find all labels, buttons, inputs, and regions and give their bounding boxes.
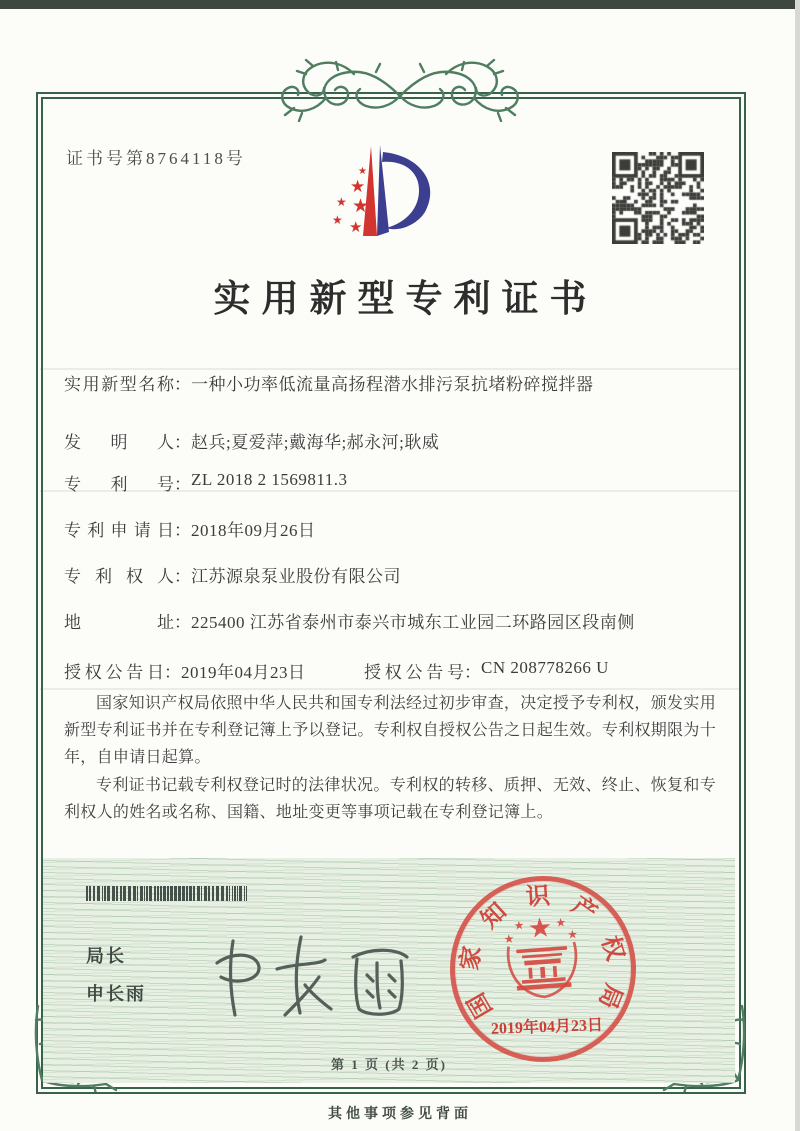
- seal-date: 2019年04月23日: [490, 1016, 604, 1038]
- certificate-number: 证书号第8764118号: [66, 149, 246, 168]
- qr-code: [612, 152, 704, 244]
- field-value: 2018年09月26日: [191, 521, 316, 540]
- svg-text:★: ★: [358, 166, 367, 177]
- field-label: 授权公告日: [64, 663, 164, 682]
- certificate-title: 实用新型专利证书: [213, 279, 598, 320]
- field-colon: ：: [174, 567, 191, 586]
- field-value: 江苏源泉泵业股份有限公司: [191, 567, 401, 586]
- legal-paragraph-1: 国家知识产权局依照中华人民共和国专利法经过初步审查，决定授予专利权，颁发实用新型专利证书并在专利登记簿上予以登记。专利权自授权公告之日起生效。专利权期限为十年，自申请日起算。: [64, 695, 717, 767]
- scan-edge-top: [0, 0, 800, 9]
- field-row-utility-model-name: [64, 370, 714, 395]
- field-label: 专利号: [64, 475, 174, 494]
- field-row-patent-number: [64, 470, 714, 495]
- svg-text:★: ★: [332, 213, 343, 227]
- field-label: 发明人: [64, 433, 174, 452]
- svg-text:★: ★: [554, 915, 567, 930]
- cnipa-patent-logo: [316, 140, 466, 244]
- scan-edge-right: [795, 0, 800, 1131]
- field-colon: ：: [464, 663, 481, 682]
- svg-text:★: ★: [350, 177, 366, 196]
- field-value: ZL 2018 2 1569811.3: [191, 470, 348, 489]
- seal-ring-text: 国 家 知 识 产 权 局: [457, 883, 628, 1022]
- field-colon: ：: [174, 613, 191, 632]
- legal-paragraphs: [64, 690, 716, 826]
- field-value: 225400 江苏省泰州市泰兴市城东工业园二环路园区段南侧: [191, 613, 635, 632]
- svg-text:★: ★: [336, 195, 347, 209]
- field-value: 一种小功率低流量高扬程潜水排污泵抗堵粉碎搅拌器: [191, 375, 594, 394]
- official-seal: [444, 870, 643, 1069]
- field-row-inventors: [64, 428, 714, 453]
- svg-text:★: ★: [349, 220, 363, 236]
- field-label: 实用新型名称: [64, 375, 174, 394]
- field-value: CN 208778266 U: [481, 658, 609, 677]
- grant-date-group: [64, 658, 384, 683]
- field-colon: ：: [174, 433, 191, 452]
- barcode: [86, 886, 284, 901]
- field-label: 授权公告号: [364, 663, 464, 682]
- field-colon: ：: [164, 663, 181, 682]
- field-label: 地址: [64, 613, 174, 632]
- svg-text:★: ★: [566, 927, 579, 942]
- page-number: 第 1 页 (共 2 页): [331, 1057, 447, 1072]
- svg-text:★: ★: [526, 912, 554, 944]
- commissioner-name: 申长雨: [86, 984, 146, 1004]
- field-row-address: [64, 608, 714, 633]
- svg-text:★: ★: [352, 196, 370, 217]
- field-value: 赵兵;夏爱萍;戴海华;郝永河;耿威: [191, 433, 440, 452]
- field-label: 专利权人: [64, 567, 174, 586]
- legal-paragraph-2: 专利证书记载专利权登记时的法律状况。专利权的转移、质押、无效、终止、恢复和专利权人的姓名或名称、国籍、地址变更等事项记载在专利登记簿上。: [64, 776, 716, 821]
- back-side-note: 其他事项参见背面: [328, 1107, 472, 1122]
- field-label: 专利申请日: [64, 521, 174, 540]
- top-flourish-ornament: [250, 56, 550, 122]
- field-colon: ：: [174, 475, 191, 494]
- handwritten-signature: [205, 925, 420, 1025]
- field-colon: ：: [174, 521, 191, 540]
- field-row-application-date: [64, 516, 714, 541]
- svg-text:★: ★: [503, 931, 515, 947]
- field-row-patentee: [64, 562, 714, 587]
- grant-number-group: [364, 658, 714, 683]
- field-value: 2019年04月23日: [181, 663, 306, 682]
- field-colon: ：: [174, 375, 191, 394]
- svg-text:★: ★: [513, 918, 525, 933]
- national-emblem: [493, 903, 592, 1009]
- commissioner-title: 局长: [86, 946, 126, 966]
